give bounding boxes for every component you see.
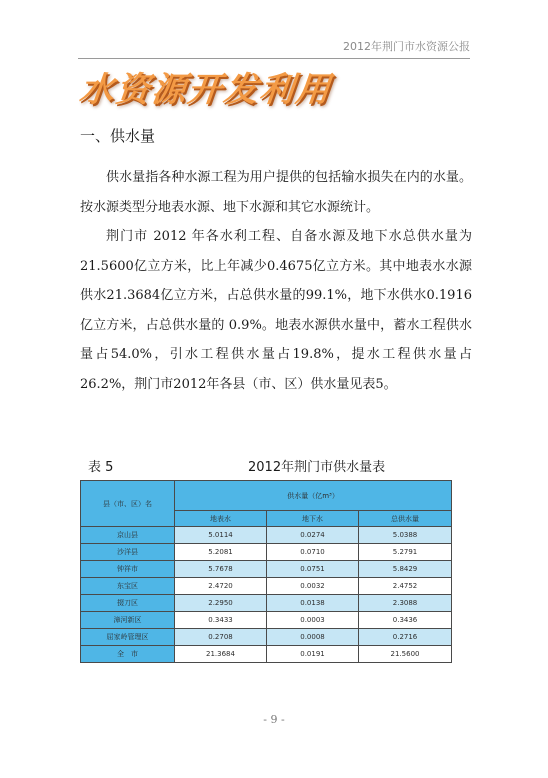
section-heading: 一、供水量 — [80, 127, 156, 145]
column-header-surface: 地表水 — [175, 511, 267, 527]
groundwater-cell: 0.0751 — [267, 561, 359, 578]
region-cell: 钟祥市 — [81, 561, 175, 578]
region-cell: 屈家岭管理区 — [81, 629, 175, 646]
page-header: 2012年荆门市水资源公报 — [78, 38, 470, 59]
region-cell: 京山县 — [81, 527, 175, 544]
table-row — [81, 561, 452, 578]
surface-water-cell: 5.2081 — [175, 544, 267, 561]
table-title: 2012年荆门市供水量表 — [248, 460, 386, 475]
surface-water-cell: 0.2708 — [175, 629, 267, 646]
total-supply-cell: 5.2791 — [359, 544, 452, 561]
table-row — [81, 612, 452, 629]
region-cell: 掇刀区 — [81, 595, 175, 612]
surface-water-cell: 5.0114 — [175, 527, 267, 544]
total-supply-cell: 0.3436 — [359, 612, 452, 629]
total-supply-cell: 5.8429 — [359, 561, 452, 578]
surface-water-cell: 2.4720 — [175, 578, 267, 595]
total-supply-cell: 21.5600 — [359, 646, 452, 663]
section-banner-title: 水资源开发利用 — [77, 70, 334, 110]
paragraph-supply-summary: 荆门市 2012 年各水利工程、自备水源及地下水总供水量为21.5600亿立方米，比上年减少0.4675亿立方米。其中地表水水源供水21.3684亿立方米，占总供水量的99.1%，地下水供水0.1916亿立方米，占总供水量的 0.9%。地表水源供水量中，蓄水工程供水量占54.0%，引水工程供水量占19.8%，提水工程供水量占26.2%，荆门市2012年各县（市、区）供水量见表5。 — [80, 229, 472, 392]
total-supply-cell: 2.4752 — [359, 578, 452, 595]
water-supply-table — [80, 480, 452, 663]
groundwater-cell: 0.0138 — [267, 595, 359, 612]
surface-water-cell: 0.3433 — [175, 612, 267, 629]
region-cell: 全 市 — [81, 646, 175, 663]
table-total-row — [81, 646, 452, 663]
paragraph-definition: 供水量指各种水源工程为用户提供的包括输水损失在内的水量。按水源类型分地表水源、地下水源和其它水源统计。 — [80, 170, 472, 215]
surface-water-cell: 5.7678 — [175, 561, 267, 578]
table-number: 表 5 — [88, 460, 114, 475]
column-header-total: 总供水量 — [359, 511, 452, 527]
groundwater-cell: 0.0274 — [267, 527, 359, 544]
column-header-ground: 地下水 — [267, 511, 359, 527]
table-row — [81, 595, 452, 612]
total-supply-cell: 5.0388 — [359, 527, 452, 544]
region-column-header: 县（市、区）名 — [81, 481, 175, 527]
groundwater-cell: 0.0032 — [267, 578, 359, 595]
region-cell: 漳河新区 — [81, 612, 175, 629]
region-cell: 东宝区 — [81, 578, 175, 595]
surface-water-cell: 21.3684 — [175, 646, 267, 663]
groundwater-cell: 0.0710 — [267, 544, 359, 561]
region-cell: 沙洋县 — [81, 544, 175, 561]
groundwater-cell: 0.0003 — [267, 612, 359, 629]
table-row — [81, 578, 452, 595]
groundwater-cell: 0.0191 — [267, 646, 359, 663]
total-supply-cell: 0.2716 — [359, 629, 452, 646]
supply-group-header: 供水量（亿m³） — [175, 481, 452, 511]
surface-water-cell: 2.2950 — [175, 595, 267, 612]
page-number: - 9 - — [263, 713, 285, 726]
groundwater-cell: 0.0008 — [267, 629, 359, 646]
table-row — [81, 544, 452, 561]
table-row — [81, 527, 452, 544]
table-row — [81, 629, 452, 646]
total-supply-cell: 2.3088 — [359, 595, 452, 612]
